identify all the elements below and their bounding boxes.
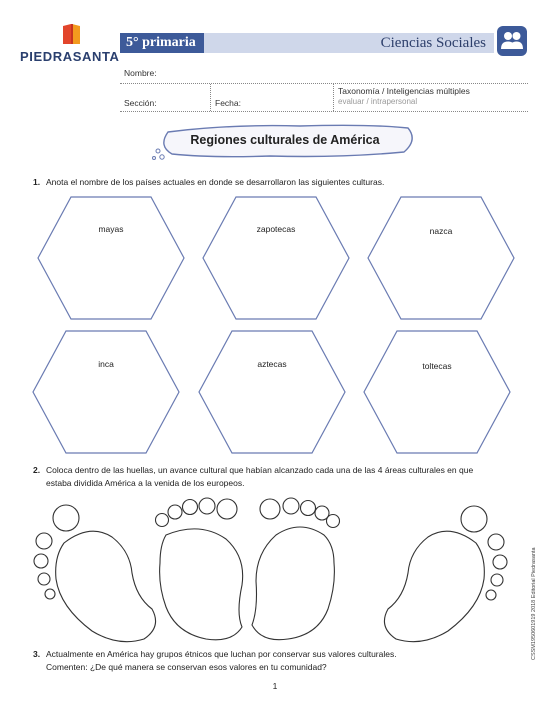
culture-label: inca <box>98 359 114 369</box>
brand-name: PIEDRASANTA <box>20 49 120 64</box>
student-info-form <box>120 60 528 112</box>
culture-label: aztecas <box>257 359 287 369</box>
header-bar <box>120 33 494 53</box>
question-1: 1. Anota el nombre de los países actuales en donde se desarrollaron las siguientes culturas. <box>33 177 385 187</box>
grade-label: 5° primaria <box>120 33 204 53</box>
hexagon-answer-box[interactable] <box>36 196 186 320</box>
page-number: 1 <box>272 681 278 691</box>
people-group-icon <box>497 26 527 56</box>
hexagon-answer-box[interactable] <box>31 330 181 454</box>
publisher-logo <box>20 22 120 68</box>
question-2: 2. Coloca dentro de las huellas, un avance cultural que habían alcanzado cada una de las 4 áreas culturales en que estaba dividida América a la venida de los europeos. <box>33 465 474 488</box>
nombre-label: Nombre: <box>124 68 157 78</box>
field-divider <box>210 84 211 111</box>
taxonomy-subtitle: evaluar / intrapersonal <box>338 97 418 106</box>
culture-label: nazca <box>429 226 453 236</box>
question-3: 3. Actualmente en América hay grupos étnicos que luchan por conservar sus valores culturales. Comenten: ¿De qué manera se conservan esos valores en tu comunidad? <box>33 649 397 672</box>
seccion-label: Sección: <box>124 98 157 108</box>
copyright-code: CSSM1950601919 2018 Editorial Piedrasanta <box>531 547 537 660</box>
seccion-fecha-row[interactable] <box>120 84 528 112</box>
field-divider <box>333 84 334 111</box>
subject-label: Ciencias Sociales <box>380 35 486 51</box>
book-logo-icon <box>60 22 84 46</box>
footprint-1[interactable] <box>34 505 156 642</box>
footprint-4[interactable] <box>384 506 507 642</box>
taxonomy-label: Taxonomía / Inteligencias múltiples <box>338 86 470 96</box>
hexagon-answer-box[interactable] <box>366 196 516 320</box>
footprint-3[interactable] <box>252 498 340 640</box>
hexagon-answer-box[interactable] <box>362 330 512 454</box>
culture-label: mayas <box>98 224 124 234</box>
footprints-illustration <box>30 495 520 645</box>
culture-label: zapotecas <box>256 224 296 234</box>
fecha-label: Fecha: <box>215 98 241 108</box>
nombre-row[interactable] <box>120 60 528 84</box>
hexagon-answer-box[interactable] <box>201 196 351 320</box>
page-title: Regiones culturales de América <box>190 133 380 147</box>
title-banner <box>150 118 420 168</box>
culture-label: toltecas <box>422 361 452 371</box>
hexagon-answer-box[interactable] <box>197 330 347 454</box>
footprint-2[interactable] <box>156 498 243 640</box>
